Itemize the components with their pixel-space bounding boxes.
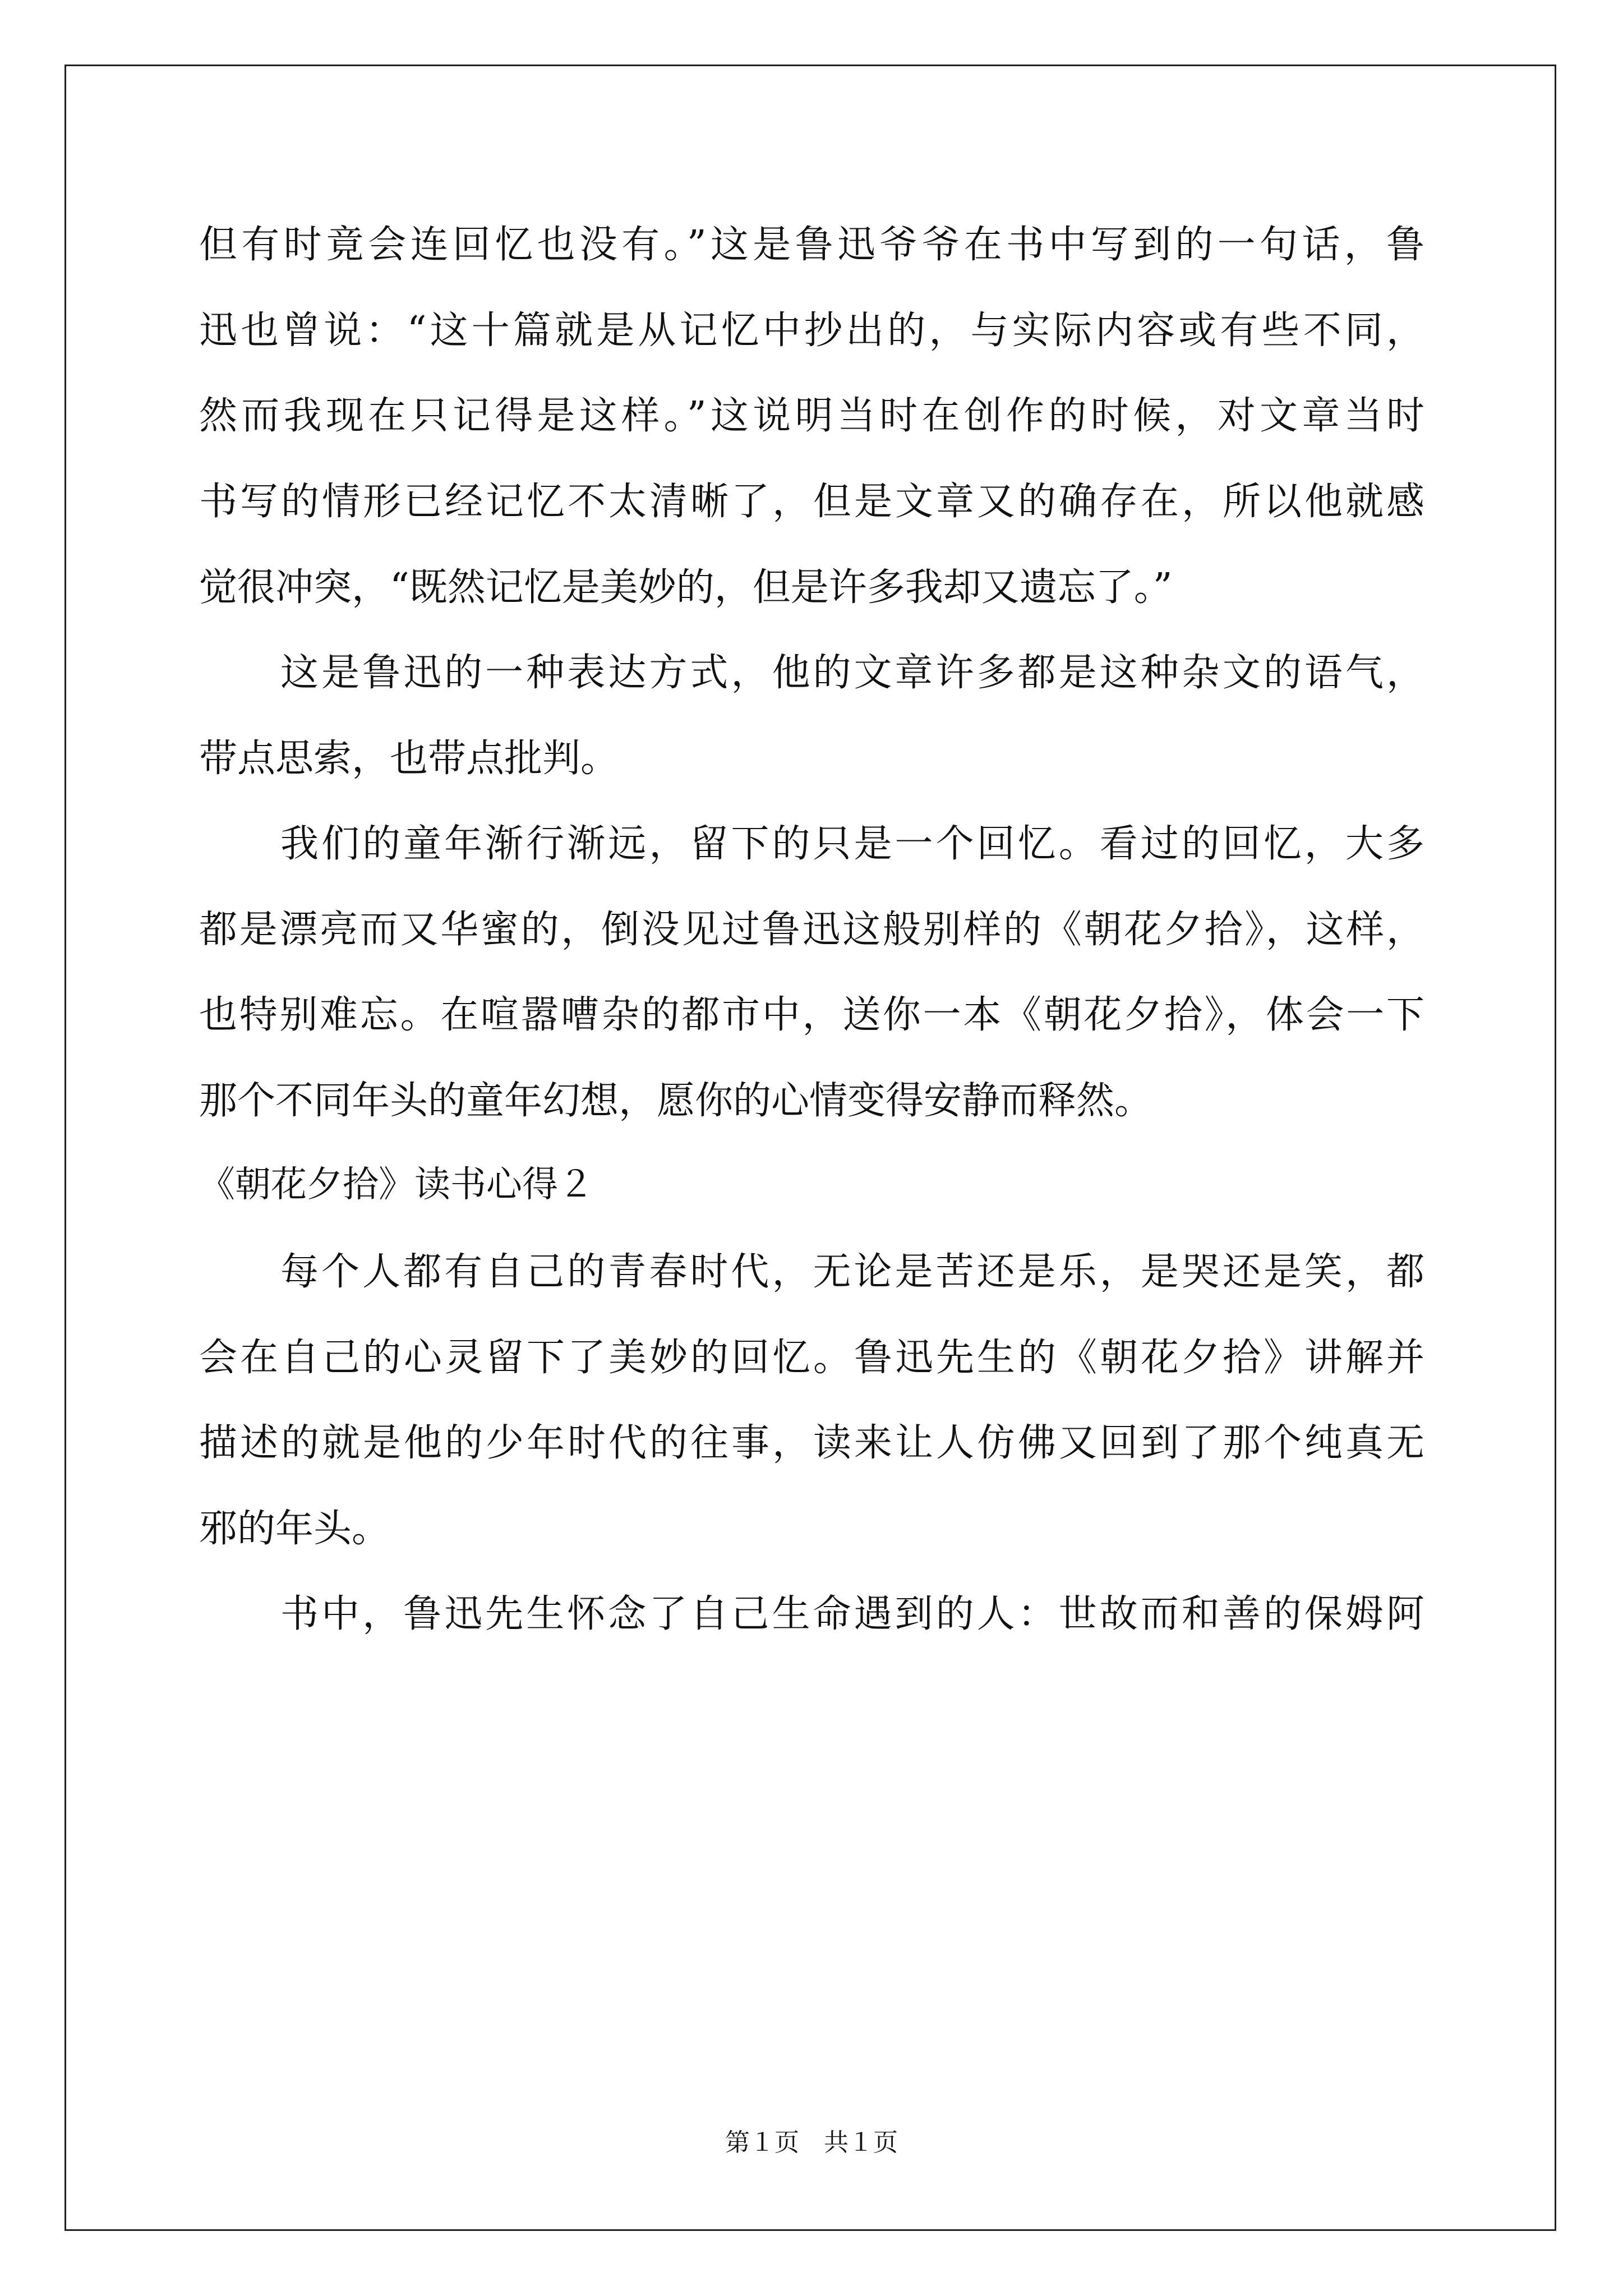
- paragraph-1-line-5: 觉很冲突，“既然记忆是美妙的，但是许多我却又遗忘了。”: [199, 565, 1173, 610]
- paragraph-4-line-1: 每个人都有自己的青春时代，无论是苦还是乐，是哭还是笑，都: [280, 1250, 1424, 1294]
- page-frame: [64, 65, 1556, 2231]
- paragraph-1-line-1: 但有时竟会连回忆也没有。”这是鲁迅爷爷在书中写到的一句话，鲁: [199, 223, 1424, 267]
- paragraph-4-line-4: 邪的年头。: [199, 1507, 390, 1551]
- paragraph-2-line-2: 带点思索，也带点批判。: [199, 737, 619, 781]
- paragraph-1-line-3: 然而我现在只记得是这样。”这说明当时在创作的时候，对文章当时: [199, 394, 1424, 438]
- paragraph-1-line-2: 迅也曾说：“这十篇就是从记忆中抄出的，与实际内容或有些不同，: [199, 309, 1424, 353]
- paragraph-3-line-3: 也特别难忘。在喧嚣嘈杂的都市中，送你一本《朝花夕拾》，体会一下: [199, 993, 1424, 1037]
- paragraph-3-line-1: 我们的童年渐行渐远，留下的只是一个回忆。看过的回忆，大多: [280, 822, 1424, 866]
- section-heading: 《朝花夕拾》读书心得２: [199, 1164, 594, 1205]
- paragraph-1-line-4: 书写的情形已经记忆不太清晰了，但是文章又的确存在，所以他就感: [199, 480, 1424, 524]
- paragraph-4-line-3: 描述的就是他的少年时代的往事，读来让人仿佛又回到了那个纯真无: [199, 1421, 1424, 1465]
- paragraph-4-line-2: 会在自己的心灵留下了美妙的回忆。鲁迅先生的《朝花夕拾》讲解并: [199, 1336, 1424, 1380]
- paragraph-3-line-4: 那个不同年头的童年幻想，愿你的心情变得安静而释然。: [199, 1079, 1153, 1123]
- paragraph-3-line-2: 都是漂亮而又华蜜的，倒没见过鲁迅这般别样的《朝花夕拾》，这样，: [199, 908, 1424, 952]
- page-footer: 第１页 共１页: [725, 2128, 898, 2157]
- paragraph-5-line-1: 书中，鲁迅先生怀念了自己生命遇到的人：世故而和善的保姆阿: [280, 1592, 1424, 1636]
- paragraph-2-line-1: 这是鲁迅的一种表达方式，他的文章许多都是这种杂文的语气，: [280, 651, 1424, 695]
